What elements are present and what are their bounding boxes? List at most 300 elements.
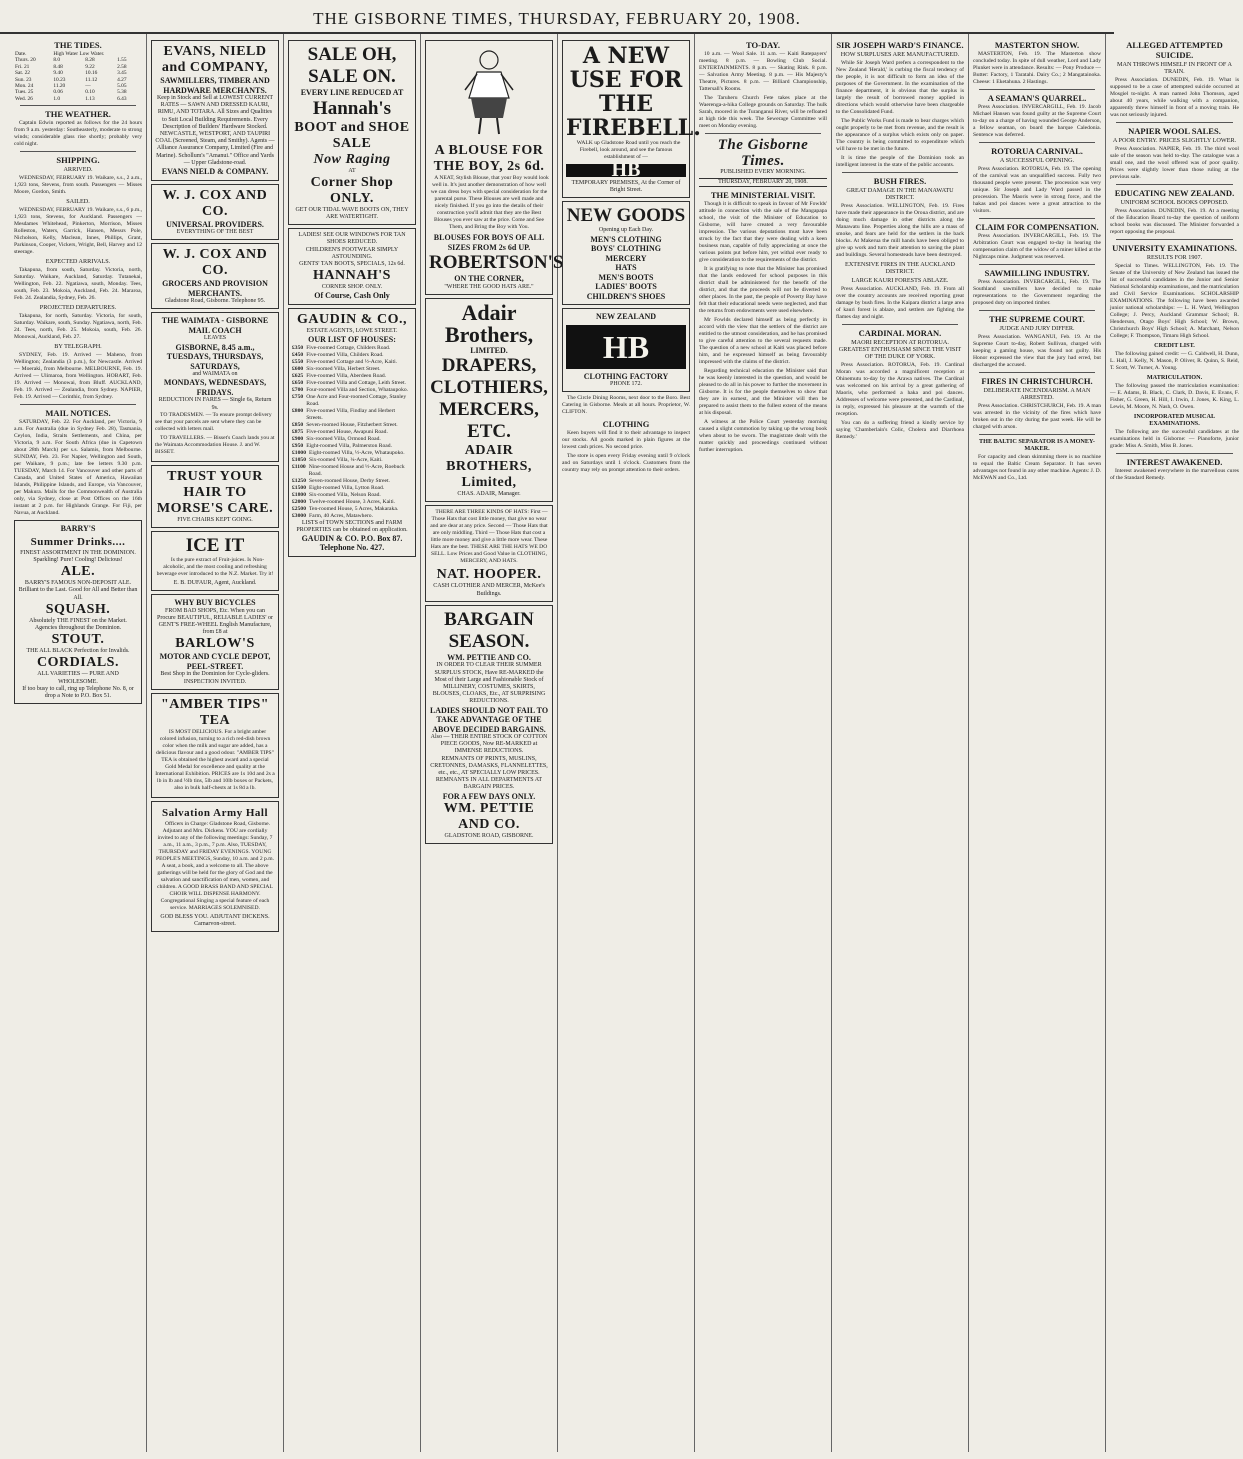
wj-cox-name-1: W. J. COX AND CO. [162, 187, 268, 219]
gaudin-ad [288, 308, 416, 557]
published-note: PUBLISHED EVERY MORNING. [720, 169, 806, 175]
tides-header-date: Date. [15, 51, 27, 57]
adair-line: DRAPERS, [441, 355, 537, 377]
finance-subheading: HOW SURPLUSES ARE MANUFACTURED. [840, 51, 960, 58]
barry-ad [14, 520, 142, 704]
tide-cell: 0.06 [53, 89, 63, 96]
morse-ad [151, 465, 279, 528]
coach-title: THE WAIMATA - GISBORNE MAIL COACH [161, 316, 269, 335]
hannahs-name: Hannah's [312, 97, 392, 119]
house-desc: Six-roomed Villa, ¼-Acre, Kaiti. [308, 456, 383, 463]
house-desc: Seven-roomed House, Fitzherbert Street. [306, 421, 398, 428]
clothing-heading: CLOTHING [602, 419, 650, 430]
tide-cell: Sat. 22 [15, 70, 30, 77]
paper-masthead: The Gisborne Times. [717, 137, 809, 169]
barry-cordials: CORDIALS. [37, 655, 119, 671]
weather-heading: THE WEATHER. [45, 109, 111, 120]
salvation-text: Officers in Charge: Gladstone Road, Gisborne. Adjutant and Mrs. Dickens. YOU are cordially invited to any of the following meetings: Sunday, 7 a.m., 11 a.m., 3 p.m., 7 p.m. Also, TUESDAY, THURSDAY and FRIDAY EVENINGS. YOUNG PEOPLE'S MEETINGS, Sunday, 10 a.m. and 2 p.m. A seat, a book, and a welcome to all. The above gatherings will be held for the glory of God and the salvation and sanctification of men, women, and children. A GOOD BRASS BAND AND SPECIAL CHOIR WILL DISPENSE HARMONY. Congregational Singing a special feature of each service. MARRIAGES SOLEMNISED. [156, 820, 274, 911]
house-desc: Six-roomed Villa, Nelson Road. [308, 491, 381, 498]
tide-cell: 10.16 [85, 70, 98, 77]
column-2 [147, 34, 284, 1452]
house-desc: Seven-roomed House, Derby Street. [308, 477, 390, 484]
house-price: £625 [292, 372, 304, 379]
new-goods-item: BOYS' CLOTHING [590, 244, 661, 254]
house-price: £650 [292, 379, 304, 386]
pettie-addr: GLADSTONE ROAD, GISBORNE. [444, 833, 534, 840]
bicycles-ad [151, 594, 279, 690]
barry-brand: BARRY'S [60, 524, 96, 534]
music-heading: INCORPORATED MUSICAL EXAMINATIONS. [1133, 413, 1216, 427]
coach-line: and WAIMATA on [192, 371, 238, 378]
sawmill-text: Press Association. INVERCARGILL, Feb. 19. The Southland sawmillers have decided to make representations to the Government regarding the proposed duty on imported timber. [973, 279, 1101, 306]
cardinal-subheading: MAORI RECEPTION AT ROTORUA. GREATEST ENTHUSIASM SINCE THE VISIT OF THE DUKE OF YORK. [838, 339, 962, 360]
house-desc: Six-roomed Villa, Ormond Road. [306, 435, 381, 442]
house-item [292, 436, 412, 443]
barlows-name: BARLOW'S [175, 636, 255, 652]
house-item [292, 478, 412, 485]
today-text: 10 a.m. — Wool Sale. 11 a.m. — Kaiti Ratepayers' meeting. 8 p.m. — Bowling Club Social. ENTERTAINMENTS. 8 p.m. — Skating Rink. 8 p.m. — Salvation Army Meeting. 8 p.m. — His Majesty's Theatre, Pictures. 8 p.m. — Billiard Championship, Tattersall's Rooms. [699, 51, 827, 92]
bargain-title: BARGAIN SEASON. [444, 608, 534, 652]
telegraph-heading: BY TELEGRAPH. [54, 343, 102, 351]
robertsons-sub: ON THE CORNER, [454, 274, 524, 283]
morse-title: TRUST YOUR HAIR TO MORSE'S CARE. [156, 468, 274, 516]
gaudin-list-title: OUR LIST OF HOUSES: [308, 335, 396, 345]
column-9 [1106, 34, 1243, 1452]
leader-heading: THE MINISTERIAL VISIT. [710, 190, 816, 201]
carnival-subheading: A SUCCESSFUL OPENING. [999, 157, 1075, 164]
ice-it-text: Is the pure extract of Fruit-juices. Is Non-alcoholic, and the most cooling and refreshing beverage ever introduced to the N.Z. Market. Try it! [156, 556, 274, 577]
coach-line: GISBORNE, 8.45 a.m., [175, 342, 255, 352]
auckland-fires-heading: EXTENSIVE FIRES IN THE AUCKLAND DISTRICT. [845, 261, 955, 275]
firebell-title: A NEW USE FOR THE FIREBELL. [566, 43, 701, 141]
education-text: Press Association. DUNEDIN, Feb. 19. At a meeting of the Education Board to-day the question of uniform school books was discussed. The Minister forwarded a report opposing the proposal. [1110, 208, 1239, 235]
suicide-heading: ALLEGED ATTEMPTED SUICIDE. [1126, 40, 1223, 60]
column-1 [10, 34, 147, 1452]
tide-cell: Mon. 24 [15, 83, 34, 90]
napier-text: Press Association. NAPIER, Feb. 19. The third wool sale of the season was held to-day. The catalogue was a small one, and the wool offered was of poor quality. Prices were slightly lower than those ruling at the previous sale. [1110, 146, 1239, 180]
house-price: £450 [292, 351, 304, 358]
today-heading: TO-DAY. [746, 40, 780, 50]
house-desc: Five-roomed Villa, Aberdeen Road. [306, 372, 387, 379]
house-price: £1500 [292, 484, 306, 491]
barry-squash: SQUASH. [45, 601, 111, 617]
house-desc: Nine-roomed House and ½-Acre, Roebuck Road. [308, 463, 405, 477]
tide-cell: 0.10 [85, 89, 95, 96]
adair-name: Adair Brothers, [444, 299, 534, 347]
ice-it-ad [151, 531, 279, 591]
house-desc: Twelve-roomed House, 3 Acres, Kaiti. [308, 498, 396, 505]
sale-sub: EVERY LINE REDUCED AT [300, 88, 404, 97]
sailed-text: WEDNESDAY, FEBRUARY 19. Waikare, s.s., 6 p.m., 1,923 tons, Stevens, for Auckland. Passengers — Mesdames Whitehead, Pinkerton, Morrison, Misses Rolleston, Waters, Garrick, Hansen, Messrs Pole, Nicholson, Kelly, Maclean, Innes, Phillips, Grant, Parkinson, Cooper, Vickers, Wright, Bell, Harvey and 12 steerage. [14, 207, 142, 256]
morse-sub: FIVE CHAIRS KEPT GOING. [177, 516, 253, 523]
hb-logo: HB [566, 164, 686, 177]
auckland-fires-text: Press Association. AUCKLAND, Feb. 19. From all over the country accounts are received reporting great damage by bush fires. In the Kaipara district a large area of kauri forest is ablaze, and settlers are fighting the flames day and night. [836, 286, 964, 320]
evans-name: EVANS, NIELD and COMPANY, [161, 44, 269, 75]
bargain-ladies: LADIES SHOULD NOT FAIL TO TAKE ADVANTAGE OF THE ABOVE DECIDED BARGAINS. [429, 705, 549, 734]
bargain-footer: FOR A FEW DAYS ONLY. [442, 791, 536, 801]
house-price: £1250 [292, 477, 306, 484]
children-text: CHILDREN'S FOOTWEAR SIMPLY ASTOUNDING. [305, 246, 399, 260]
house-list [292, 345, 412, 520]
gaudin-sign: GAUDIN & CO. P.O. Box 87. Telephone No. 427. [301, 533, 403, 553]
new-goods-title: NEW GOODS [566, 205, 686, 227]
evans-nield-ad [151, 40, 279, 181]
university-text: Special to Times. WELLINGTON, Feb. 19. The Senate of the University of New Zealand has issued the list of successful candidates in the Junior and Senior National Scholarship examinations, and the matriculation and Civil Service Examinations. SCHOLARSHIP EXAMINATIONS. The following have been awarded junior national scholarships: — L. H. Ward, Wellington College; J. Percy, Auckland Grammar School; R. Henderson, Otago Boys' High School; W. Brown, Christchurch Boys' High School; A. Marchant, Nelson College; F. Thompson, Timaru High School. [1110, 263, 1239, 339]
matric-text: The following passed the matriculation examination: — E. Adams, B. Black, C. Clark, D. Davis, E. Evans, F. Fisher, G. Green, H. Hill, I. Irwin, J. Jones, K. King, L. Lewis, M. Moore, N. Nash, O. Owen. [1110, 383, 1239, 410]
tide-cell: Tues. 25 [15, 89, 34, 96]
new-goods-item: MEN'S BOOTS [598, 272, 654, 282]
amber-text: IS MOST DELICIOUS. For a bright amber colored infusion, turning to a rich red-dish brown color when the milk and sugar are added, has a delicious flavour and a good odour. "AMBER TIPS" TEA is obtained the highest award and a special Gold Medal for excellence and quality at the International Exhibition. PRICES are 1s 10d and 2s a lb in lb and ½lb tins, 5lb and 10lb boxes or Packets, also in bulk half-chests at 1s 8d a lb. [155, 728, 275, 791]
house-item [292, 457, 412, 464]
tide-cell: — [85, 83, 91, 90]
robertsons-name: ROBERTSON'S [429, 252, 564, 273]
new-goods-list [566, 235, 686, 302]
wj-cox-universal-ad [151, 184, 279, 241]
hannahs-sub: BOOT and SHOE SALE [294, 119, 410, 151]
house-price: £600 [292, 365, 304, 372]
tide-cell: 8.48 [53, 63, 63, 70]
tide-cell: 11.12 [85, 76, 98, 83]
evans-footer: EVANS NIELD & COMPANY. [161, 167, 269, 177]
nz-hb-phone: PHONE 172. [609, 381, 642, 388]
salvation-army-ad [151, 801, 279, 932]
house-desc: Ten-roomed House, 5 Acres, Makaraka. [308, 505, 399, 512]
bicycles-footer: Best Shop in the Dominion for Cycle-gliders. INSPECTION INVITED. [160, 671, 270, 685]
nz-hb-ad [562, 308, 690, 392]
coach-line: LEAVES [203, 335, 227, 342]
column-5 [558, 34, 701, 1452]
firebell-text: WALK up Gladstone Road until you reach the Firebell, look around, and see the famous establishment of — [576, 140, 681, 160]
credit-text: The following gained credit: — G. Caldwell, H. Dunn, L. Hall, J. Kelly, N. Mason, P. Oliver, R. Quinn, S. Reid, T. Scott, W. Turner, A. Young. [1110, 351, 1239, 371]
gaudin-sub: ESTATE AGENTS, LOWE STREET. [306, 327, 398, 334]
barlows-sub: MOTOR AND CYCLE DEPOT, PEEL-STREET. [159, 652, 271, 671]
house-item [292, 366, 412, 373]
tides-header-water: High Water Low Water. [53, 51, 105, 57]
coach-line: MONDAYS, WEDNESDAYS, FRIDAYS. [163, 378, 267, 397]
house-desc: Five-roomed House, Awapuni Road. [306, 428, 388, 435]
coach-line: TUESDAYS, THURSDAYS, SATURDAYS, [166, 352, 264, 371]
column-4 [421, 34, 564, 1452]
masthead [0, 0, 1114, 34]
shipping-heading: SHIPPING. [56, 155, 100, 166]
adair-ad [425, 298, 553, 503]
christchurch-text: Press Association. CHRISTCHURCH, Feb. 19. A man was arrested in the vicinity of the fires which have broken out in the city during the past week. He will be charged with arson. [973, 403, 1101, 430]
hannahs-sale-ad [288, 40, 416, 225]
music-text: The following are the successful candidates at the examinations held in Gisborne: — Pianoforte, junior grade: Miss A. Smith, Miss B. Jones. [1110, 429, 1239, 449]
supreme-text: Press Association. WANGANUI, Feb. 19. At the Supreme Court to-day, Robert Sullivan, charged with keeping a gaming house, was found not guilty. His Honor expressed the view that the jury had erred, but discharged the accused. [973, 334, 1101, 368]
clothing-text: Keen buyers will find it to their advantage to inspect our stocks. All goods marked in plain figures at the lowest cash prices. No second price. [562, 430, 690, 451]
sale-at: AT [348, 167, 356, 174]
tide-cell: 11.20 [53, 83, 66, 90]
house-desc: Six-roomed Villa, Herbert Street. [306, 365, 381, 372]
auckland-fires-subheading: LARGE KAURI FORESTS ABLAZE. [851, 277, 949, 284]
house-item [292, 450, 412, 457]
tide-cell: 5.38 [117, 89, 127, 96]
tide-cell: 2.58 [117, 63, 127, 70]
education-subheading: UNIFORM SCHOOL BOOKS OPPOSED. [1120, 199, 1229, 206]
napier-heading: NAPIER WOOL SALES. [1128, 126, 1221, 136]
napier-subheading: A POOR ENTRY. PRICES SLIGHTLY LOWER. [1112, 137, 1237, 144]
local-text: The Taruheru Church Fete takes place at the Waerenga-a-hika College grounds on Saturday. The hulk Sarah, moored in the Turanganui River, will be refloated at high tide this week. The Sewerage Committee will meet on Monday evening. [699, 95, 827, 129]
arrived-text: WEDNESDAY, FEBRUARY 19. Waikare, s.s., 2 a.m., 1,923 tons, Stevens, from south. Passengers — Misses Moore, Gordon, Smith. [14, 175, 142, 196]
gaudin-footer: LISTS of TOWN SECTIONS and FARM PROPERTIES can be obtained on application. [296, 519, 408, 533]
catering-text: The Circle Dining Rooms, next door to the Boro. Best Catering in Gisborne. Meals at all hours. Proprietor, W. CLIFTON. [562, 395, 690, 416]
corner-shop: Corner Shop ONLY. [310, 174, 394, 206]
mail-heading: MAIL NOTICES. [45, 408, 111, 419]
weather-text: Captain Edwin reported as follows for the 24 hours from 9 a.m. yesterday: Southeasterly, moderate to strong winds; considerable glass rise shortly; probably very cold night. [14, 120, 142, 148]
house-item [292, 373, 412, 380]
tide-cell: 9.40 [53, 70, 63, 77]
tide-cell: 9.22 [85, 63, 95, 70]
tide-cell: Sun. 23 [15, 76, 32, 83]
evans-text: Keep in Stock and Sell at LOWEST CURRENT RATES — SAWN AND DRESSED KAURI, RIMU, AND TOTARA. All Sizes and Qualities to Suit Local Building Requirements. Every Description of Builders' Hardware Stocked. NEWCASTLE, WESTPORT, AND TAUPIRI COAL (Screened, Steam, and Smithy). Agents — Alliance Assurance Company, Limited (Fire and Marine). Schollum's "Amanui." Office and Yards — Upper Gladstone-road. [155, 95, 275, 166]
wj-cox-universal: UNIVERSAL PROVIDERS. [166, 219, 264, 229]
house-desc: Five-roomed Villa, Findlay and Herbert Streets. [306, 407, 396, 421]
house-price: £3000 [292, 512, 306, 519]
adair-line: CLOTHIERS, [430, 377, 548, 399]
masterton-heading: MASTERTON SHOW. [994, 40, 1080, 50]
coach-note: TO TRADESMEN. — To ensure prompt delivery see that your parcels are sent where they can be collected with letters mail. [155, 411, 272, 432]
tide-cell: Wed. 26 [15, 95, 33, 102]
sailed-heading: SAILED. [66, 198, 90, 206]
projected-heading: PROJECTED DEPARTURES. [39, 304, 117, 312]
wj-cox-best: EVERYTHING OF THE BEST [176, 229, 254, 236]
amber-tips-ad [151, 693, 279, 798]
telegraph-text: SYDNEY, Feb. 19. Arrived — Maheno, from Wellington; Zealandia (3 p.m.), for Newcastle. Arrived — Moeraki, from Melbourne. MELBOURNE, Feb. 19. Arrived — Ulimaroa, from Wellington. HOBART, Feb. 19. Arrived — Monowai, from Bluff. AUCKLAND, Feb. 19. Arrived — Zealandia, from Sydney. NAPIER, Feb. 19. Arrived — Corinthic, from Sydney. [14, 352, 142, 401]
finance-paragraph: The Public Works Fund is made to bear charges which ought properly to be met from revenue, and the result is the appearance of a surplus which exists only on paper. The country is being committed to expenditure which will have to be met in the future. [836, 118, 964, 152]
adair-line: MERCERS, [439, 399, 539, 421]
house-price: £1100 [292, 463, 306, 470]
tides-table [14, 51, 142, 102]
firebell-ad [562, 40, 701, 198]
bush-fires-text: Press Association. WELLINGTON, Feb. 19. Fires have made their appearance in the Oroua district, and are doing much damage in other districts along the Manawatu line. Properties along the hills are a mass of smoke, and fears are held for the settlers in the back blocks. At Makerua the mill hands have been obliged to give up work and turn their attention to saving the plant and buildings. Several homesteads have been destroyed. [836, 203, 964, 258]
house-desc: Eight-roomed Villa, Palmerston Road. [306, 442, 392, 449]
house-item [292, 422, 412, 429]
hannahs-box-name: HANNAH'S [313, 268, 391, 284]
house-price: £700 [292, 386, 304, 393]
column-7 [832, 34, 969, 1452]
house-desc: Five-roomed Villa, Childers Road. [306, 351, 384, 358]
matric-heading: MATRICULATION. [1146, 374, 1203, 381]
wj-cox-footer: Gladstone Road, Gisborne. Telephone 95. [164, 298, 266, 305]
nz-hb-top: NEW ZEALAND [595, 312, 657, 322]
evans-sub: SAWMILLERS, TIMBER AND HARDWARE MERCHANTS. [160, 76, 270, 95]
tide-row [14, 96, 142, 102]
hannahs-box-footer: Of Course, Cash Only [314, 291, 390, 301]
house-item [292, 506, 412, 513]
new-goods-item: CHILDREN'S SHOES [586, 291, 666, 301]
adair-line: ETC. [467, 421, 511, 443]
new-goods-item: LADIES' BOOTS [595, 282, 657, 292]
tide-cell: 8.28 [85, 57, 95, 64]
pettie-name: WM. PETTIE AND CO. [447, 652, 531, 662]
leader-paragraph: A witness at the Police Court yesterday morning caused a slight commotion by taking up the wrong book when about to be sworn. The magistrate dealt with the matter quickly and proceedings continued without further interruption. [699, 419, 827, 454]
bicycles-title: WHY BUY BICYCLES [174, 598, 256, 608]
gaudin-title: GAUDIN & CO., [297, 311, 407, 327]
hannahs-box-sub: CORNER SHOP. ONLY. [321, 284, 383, 291]
barry-ale: ALE. [60, 564, 96, 580]
barry-cordials-sub: ALL VARIETIES — PURE AND WHOLESOME. [37, 671, 119, 685]
wj-cox-grocers: GROCERS AND PROVISION MERCHANTS. [162, 279, 268, 298]
wj-cox-name-2: W. J. COX AND CO. [162, 247, 268, 279]
tide-cell: 3.45 [117, 70, 127, 77]
house-desc: One Acre and Four-roomed Cottage, Stanley Road. [306, 393, 407, 407]
projected-text: Takapuna, for north, Saturday. Victoria, for south, Saturday. Waikare, south, Sunday. Ngatiawa, north, Feb. 24. Tees, north, Feb. 25. Mokoia, south, Feb. 26. Monowai, Auckland, Feb. 27. [14, 313, 142, 341]
house-price: £850 [292, 421, 304, 428]
finance-paragraph: It is time the people of the Dominion took an intelligent interest in the state of the public accounts. [836, 155, 964, 168]
house-item [292, 429, 412, 436]
adair-manager: CHAS. ADAIR, Manager. [457, 491, 521, 498]
firebell-premises: TEMPORARY PREMISES, At the Corner of Bright Street. [571, 180, 681, 194]
suicide-subheading: MAN THROWS HIMSELF IN FRONT OF A TRAIN. [1117, 61, 1232, 75]
tide-cell: 1.13 [85, 95, 95, 102]
tides-heading: THE TIDES. [54, 40, 102, 50]
nz-hb-sub: CLOTHING FACTORY [583, 371, 669, 381]
house-desc: Four-roomed Villa and Section, Whataupoko. [306, 386, 409, 393]
newspaper-title: THE GISBORNE TIMES, THURSDAY, FEBRUARY 20, 1908. [313, 9, 801, 28]
university-heading: UNIVERSITY EXAMINATIONS. [1112, 243, 1237, 253]
gents-text: GENTS' TAN BOOTS, SPECIALS, 12s 6d. [299, 260, 405, 267]
boy-illustration [429, 46, 549, 138]
house-item [292, 345, 412, 352]
bush-fires-subheading: GREAT DAMAGE IN THE MANAWATU DISTRICT. [846, 187, 954, 201]
extra-text: The store is open every Friday evening until 9 o'clock and on Saturdays until 1 o'clock. Customers from the country may rely on prompt attention to their orders. [562, 453, 690, 474]
blouse-headline: A BLOUSE FOR THE BOY, 2s 6d. [433, 143, 545, 174]
claim-text: Press Association. INVERCARGILL, Feb. 19. The Arbitration Court was engaged to-day in hearing the compensation claim of the widow of a miner killed at the Nightcaps mine. Judgment was reserved. [973, 233, 1101, 260]
page-columns [10, 34, 1239, 1452]
house-price: £350 [292, 344, 304, 351]
barry-ale-sub: BARRY'S FAMOUS NON-DEPOSIT ALE. Brilliant to the Last. Good for All and Better than All. [18, 580, 138, 601]
tide-cell: 6.43 [117, 95, 127, 102]
bicycles-text: FROM BAD SHOPS, Etc. When you can Procure BEAUTIFUL, RELIABLE LADIES' or GENT'S FREE-WHEEL English Manufacture, from £8 at [157, 607, 273, 636]
house-desc: Eight-roomed Villa, ½-Acre, Whataupoko. [308, 449, 405, 456]
hannahs-ladies-ad [288, 228, 416, 305]
house-desc: Five-roomed Villa and Cottage, Leith Street. [306, 379, 406, 386]
seaman-heading: A SEAMAN'S QUARREL. [987, 93, 1087, 103]
finance-paragraph: While Sir Joseph Ward prefers a correspondent to the New Zealand 'Herald,' is curbing the fiscal tendency of the people, it is not difficult to form an idea of the purposes of the Government. In the examination of the finance department, it is obvious that the surplus is largely the result of borrowed money applied in directions which would otherwise have been chargeable to the Consolidated Fund. [836, 60, 964, 115]
salvation-title: Salvation Army Hall [161, 806, 269, 819]
leader-paragraph: Though it is difficult to speak in favour of Mr Fowlds' attitude in connection with the sale of the Mangapapa school, the visit of the Minister of Education to Gisborne, will have created a very favourable impression. The various deputations must have been struck by the fact that they were dealing with a keen business man, capable of fully appreciating at once the various points put before him, yet withal ever ready to give consideration to the requirements of the district. [699, 201, 827, 264]
hooper-name: NAT. HOOPER. [436, 567, 542, 583]
wj-cox-grocers-ad [151, 243, 279, 309]
house-item [292, 359, 412, 366]
sale-title: SALE OH, SALE ON. [307, 44, 397, 87]
carnival-text: Press Association. ROTORUA, Feb. 19. The opening of the carnival was an unqualified success. Fully two thousand people were present. The procession was very unique. Sir Joseph and Lady Ward passed in the procession. The Maoris were in strong force, and the hakas and poi dances were a great attraction to the visitors. [973, 166, 1101, 214]
ice-it-title: ICE IT [185, 534, 245, 556]
baltic-text: For capacity and clean skimming there is no machine to equal the Baltic Cream Separator. It has seven advantages not found in any other machine. Agents: J. D. McEWAN and Co., Ltd. [973, 454, 1102, 481]
coach-note-2: TO TRAVELLERS. — Bisset's Coach lands you at the Waimata Accommodation House. J. and W. BISSET. [155, 434, 275, 455]
barry-title: Summer Drinks.... [30, 535, 126, 548]
bush-fires-heading: BUSH FIRES. [873, 176, 927, 186]
house-price: £550 [292, 358, 304, 365]
barry-footer: If too busy to call, ring up Telephone No. 8, or drop a Note to P.O. Box 51. [22, 685, 134, 699]
carnival-heading: ROTORUA CARNIVAL. [991, 146, 1083, 156]
supreme-heading: THE SUPREME COURT. [989, 314, 1085, 324]
tides-rows [14, 57, 142, 102]
house-item [292, 394, 412, 408]
christchurch-subheading: DELIBERATE INCENDIARISM. A MAN ARRESTED. [983, 387, 1091, 401]
house-item [292, 485, 412, 492]
tide-cell: 8.0 [53, 57, 61, 64]
tide-cell: 1.0 [53, 95, 61, 102]
house-price: £900 [292, 435, 304, 442]
finance-body [836, 60, 964, 169]
hooper-text: THERE ARE THREE KINDS OF HATS: First — Those Hats that cost little money, that give no wear and are dear at any price. Second — Those Hats that are only middling. Third — Those Hats that cost a little more money and give a little more wear. These Hats are the best. THESE ARE THE HATS WE DO SELL. Low Prices and Good Value in CLOTHING, MERCERY, AND HATS. [430, 509, 548, 565]
adair-footer: ADAIR BROTHERS, Limited, [446, 443, 532, 491]
leader-paragraph: Mr Fowlds declared himself as being perfectly in accord with the view that the settlers of the district are entitled to the utmost consideration, and he has promised to give careful attention to the several requests made. The question of a new school at Kaiti was placed before him, and he expressed himself as being favourably impressed with the claims of the district. [699, 317, 827, 366]
christchurch-heading: FIRES IN CHRISTCHURCH. [981, 376, 1093, 386]
house-price: £1800 [292, 491, 306, 498]
house-price: £875 [292, 428, 304, 435]
house-desc: Farm, 40 Acres, Matawhero. [308, 512, 373, 519]
sawmill-heading: SAWMILLING INDUSTRY. [984, 268, 1090, 278]
house-item [292, 408, 412, 422]
bargain-ad [425, 605, 553, 845]
tide-cell: 1.55 [117, 57, 127, 64]
expected-text: Takapuna, from south, Saturday. Victoria, north, Saturday. Waikare, Auckland, Saturday. Tutanekai, Wellington, Feb. 22. Ngatiawa, south, Monday. Tees, south, Feb. 23. Mokoia, Auckland, Feb. 24. Mararoa, Feb. 24. Zealandia, Sydney, Feb. 26. [14, 267, 142, 302]
new-goods-item: HATS [615, 263, 637, 273]
new-goods-sub: Opening up Each Day. [598, 227, 654, 234]
suicide-text: Press Association. DUNEDIN, Feb. 19. What is supposed to be a case of attempted suicide occurred at Mosgiel to-night. A man named John Thomson, aged about 40 years, while walking with a companion, apparently threw himself in front of a moving train. He was not seriously injured. [1110, 77, 1239, 118]
nz-hb-logo: HB [566, 325, 686, 369]
arrived-heading: ARRIVED. [63, 166, 93, 174]
bargain-also: Also — THEIR ENTIRE STOCK OF COTTON PIECE GOODS, Now RE-MARKED at IMMENSE REDUCTIONS. [430, 734, 548, 755]
tide-cell: 4.27 [117, 76, 127, 83]
house-item [292, 513, 412, 520]
mail-text: SATURDAY, Feb. 22. For Auckland, per Victoria, 9 a.m. For Australia (due in Sydney Feb. 28), Tasmania, Ceylon, India, Straits Settlements, and China, per Victoria, 9 a.m. For South Africa (due in Capetown about 28th March) per s.s. Salamis, from Melbourne. SUNDAY, Feb. 23. For Napier, Wellington and South, per Waikare, 9 p.m.; late fee letters 9.30 p.m. TUESDAY, March 14. For Vancouver and other parts of Canada, and United States of America, Hawaiian Islands, Philippine Islands, and Europe, via Vancouver, per Makura. Mails for the Commonwealth of Australia only, via Sydney, close at Post Offices on the 16th instant at 2 p.m. for Highlands Grange. For Fiji, per Navua, at Auckland. [14, 419, 142, 517]
barry-line-2: Sparkling! Pure! Cooling! Delicious! [33, 556, 123, 563]
masterton-text: MASTERTON, Feb. 19. The Masterton show concluded today. In spite of dull weather, Lord and Lady Plunket were in attendance. Results: — Pony Produce — Butter: Factory, 1 Taratahi. Dairy Co.; 2 Mangatainoka. Cheese: 1 Eketahuna. 2 Hastings. [973, 51, 1101, 85]
baltic-heading: THE BALTIC SEPARATOR IS A MONEY-MAKER. [979, 438, 1095, 452]
house-item [292, 443, 412, 450]
column-3 [284, 34, 421, 1452]
new-goods-item: MERCERY [605, 253, 647, 263]
new-goods-item: MEN'S CLOTHING [590, 234, 662, 244]
house-price: £800 [292, 407, 304, 414]
supreme-subheading: JUDGE AND JURY DIFFER. [999, 325, 1075, 332]
tidal-wave: GET OUR TIDAL WAVE BOOTS ON, THEY ARE WATERTIGHT. [295, 206, 409, 220]
pettie-sign: WM. PETTIE AND CO. [443, 801, 535, 833]
expected-heading: EXPECTED ARRIVALS. [45, 258, 111, 266]
blouse-ad [425, 40, 564, 295]
house-price: £2000 [292, 498, 306, 505]
tide-cell: Fri. 21 [15, 63, 30, 70]
house-item [292, 380, 412, 387]
barry-stout: STOUT. [51, 632, 105, 648]
interest-heading: INTEREST AWAKENED. [1126, 457, 1223, 467]
hooper-sub: CASH CLOTHIER AND MERCER, McKee's Buildings. [433, 583, 545, 597]
column-6 [695, 34, 832, 1452]
barry-squash-sub: Absolutely THE FINEST on the Market. Agencies throughout the Dominion. [29, 617, 127, 631]
house-price: £1050 [292, 456, 306, 463]
adair-sub: LIMITED. [470, 345, 508, 355]
mail-coach-ad [151, 312, 279, 461]
column-8 [969, 34, 1106, 1452]
house-price: £2500 [292, 505, 306, 512]
leader-paragraph: Regarding technical education the Minister said that he was keenly interested in the question, and would be pleased to do all in his power to further the movement in Gisborne. It is for the people themselves to show that they are in earnest, and the Minister will then be prepared to assist them to the fullest extent of the means at his disposal. [699, 368, 827, 417]
bargain-text: IN ORDER TO CLEAR THEIR SUMMER SURPLUS STOCK, Have RE-MARKED the Most of their Large and Fashionable Stock of MILLINERY, COSTUMES, SKIRTS, BLOUSES, CLOAKS, Etc., AT SURPRISING REDUCTIONS. [432, 662, 546, 705]
credit-heading: CREDIT LIST. [1154, 342, 1195, 349]
seaman-text: Press Association. INVERCARGILL, Feb. 19. Jacob Michael Hansen was found guilty at the Supreme Court to-day on a charge of having wounded George Anderson, a fellow seaman, on board the barque Caledonia. Sentence was deferred. [973, 104, 1101, 138]
cardinal-text: Press Association. ROTORUA, Feb. 19. Cardinal Moran was accorded a magnificent reception at Ohinemutu to-day by the Arawa natives. The Cardinal was welcomed on his arrival by a great gathering of Maoris, who performed a haka and poi dances. Addresses of welcome were presented, and the Cardinal, in reply, expressed his pleasure at the warmth of the reception. [836, 362, 964, 417]
leader-date: THURSDAY, FEBRUARY 20, 1908. [699, 178, 827, 187]
hooper-ad [425, 505, 553, 601]
house-item [292, 352, 412, 359]
tide-cell: 10.23 [53, 76, 66, 83]
house-desc: Five-roomed Cottage and ½-Acre, Kaiti. [306, 358, 398, 365]
bargain-remnants: REMNANTS OF PRINTS, MUSLINS, CRETONNES, DAMASKS, FLANNELETTES, etc., etc., AT SPECIALLY LOW PRICES. REMNANTS IN ALL DEPARTMENTS AT BARGAIN PRICES. [430, 755, 548, 791]
coach-line: REDUCTION IN FARES — Single 6s, Return 9s. [158, 397, 272, 411]
